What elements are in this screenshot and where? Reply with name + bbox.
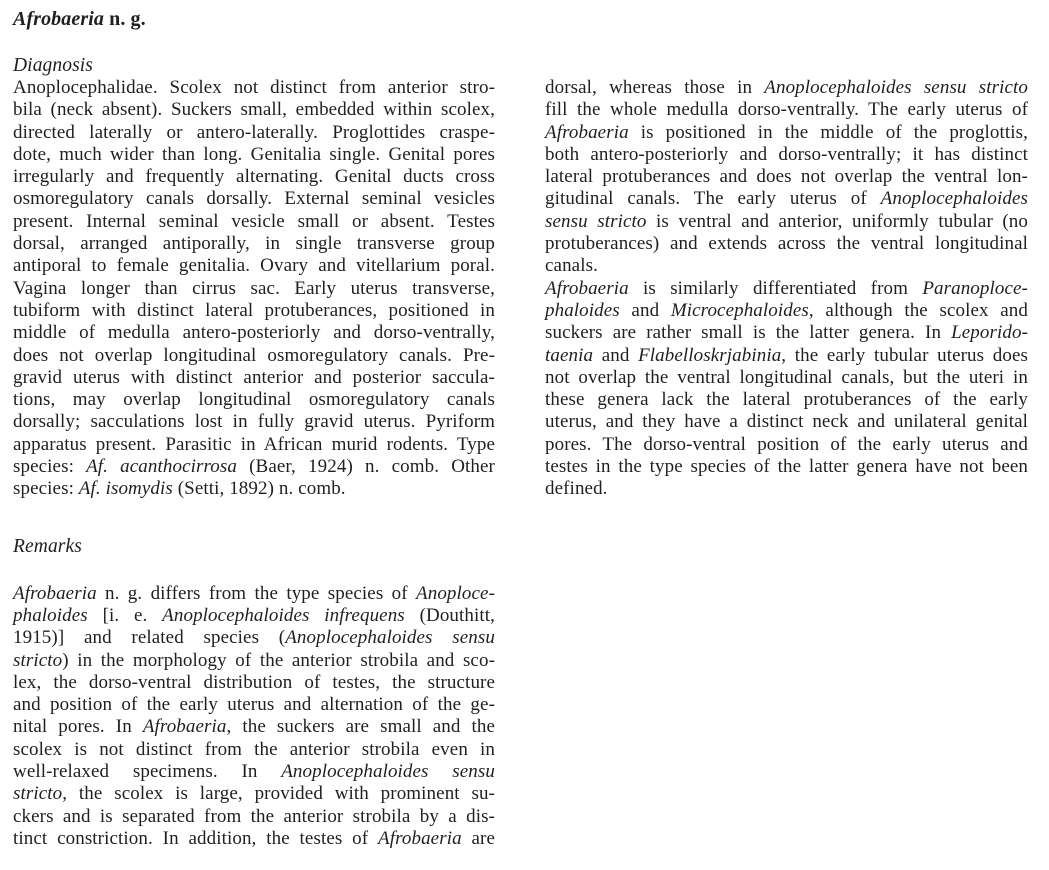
text-run: does not overlap longitudinal osmoregulatory canals. Pre- <box>13 344 495 366</box>
text-line <box>545 278 1028 300</box>
text-line <box>545 166 1028 188</box>
text-line <box>545 411 1028 433</box>
text-run: bila (neck absent). Suckers small, embedded within scolex, <box>13 99 495 121</box>
text-line <box>13 650 495 672</box>
section-heading: Remarks <box>13 535 82 557</box>
text-line <box>13 166 495 188</box>
text-line <box>13 456 495 478</box>
text-run: (Baer, 1924) n. comb. Other <box>236 456 495 478</box>
text-line <box>13 389 495 411</box>
taxon-name: Afrobaeria <box>378 827 462 849</box>
text-line <box>13 122 495 144</box>
taxon-name: Afrobaeria <box>545 121 629 143</box>
text-run: dorsal, whereas those in <box>545 77 765 98</box>
text-run: directed laterally or antero-laterally. Proglottides craspe- <box>13 121 495 143</box>
text-run: pores. The dorso-ventral position of the early uterus and <box>545 433 1028 455</box>
text-run: (Setti, 1892) n. comb. <box>172 478 346 500</box>
right-column <box>545 77 1028 501</box>
text-line <box>545 478 1028 500</box>
text-run: these genera lack the lateral protuberances of the early <box>545 389 1028 411</box>
text-line <box>545 144 1028 166</box>
paragraph <box>13 77 495 501</box>
taxon-name: taenia <box>545 344 594 366</box>
text-line <box>13 77 495 99</box>
text-run: is similarly differentiated from <box>628 277 923 299</box>
text-run: gitudinal canals. The early uterus of <box>545 188 881 210</box>
taxon-name: sensu stricto <box>545 210 647 232</box>
text-line <box>13 188 495 210</box>
taxon-name: stricto <box>13 783 63 805</box>
text-run: uterus, and they have a distinct neck and unilateral genital <box>545 411 1028 433</box>
text-run: scolex is not distinct from the anterior strobila even in <box>13 738 495 760</box>
text-run: (Douthitt, <box>404 604 495 626</box>
text-line <box>13 828 495 850</box>
taxon-name: stricto <box>13 649 63 671</box>
text-run: fill the whole medulla dorso-ventrally. The early uterus of <box>545 99 1028 121</box>
text-line <box>13 761 495 783</box>
taxon-name: phaloides <box>13 604 88 626</box>
text-run: dorsal, arranged antiporally, in single transverse group <box>13 233 495 255</box>
text-line <box>13 99 495 121</box>
taxon-name: Afrobaeria <box>142 716 227 738</box>
text-line <box>13 605 495 627</box>
text-run: well-relaxed specimens. In <box>13 761 282 783</box>
text-run: ckers and is separated from the anterior strobila by a dis- <box>13 805 495 827</box>
text-run: suckers are rather small is the latter genera. In <box>545 322 952 344</box>
text-line <box>13 434 495 456</box>
paragraph <box>13 583 495 851</box>
text-run: , the scolex is large, provided with prominent su- <box>62 783 495 805</box>
text-line <box>13 806 495 828</box>
text-run: osmoregulatory canals dorsally. External seminal vesicles <box>13 188 495 210</box>
text-line <box>545 434 1028 456</box>
text-run: dote, much wider than long. Genitalia single. Genital pores <box>13 143 495 165</box>
text-run: lex, the dorso-ventral distribution of testes, the structure <box>13 671 495 693</box>
taxon-name: Anoplocephaloides sensu <box>285 627 495 649</box>
text-run: are <box>461 827 495 849</box>
text-line <box>13 255 495 277</box>
left-column-sections <box>13 55 495 850</box>
text-line <box>545 456 1028 478</box>
section-remarks <box>13 536 495 851</box>
text-run: apparatus present. Parasitic in African murid rodents. Type <box>13 433 495 455</box>
right-column-paragraphs <box>545 77 1028 501</box>
text-line <box>545 122 1028 144</box>
paragraph <box>545 278 1028 501</box>
text-run: is ventral and anterior, uniformly tubular (no <box>646 210 1028 232</box>
text-line <box>545 255 1028 277</box>
taxon-name: Anoplocephaloides sensu <box>281 761 495 783</box>
taxon-name: Microcephaloides <box>670 299 809 321</box>
taxon-name: Afrobaeria <box>13 582 97 604</box>
text-run: canals. <box>545 255 598 277</box>
text-run: species: <box>13 456 87 478</box>
title-suffix: n. g. <box>104 8 146 30</box>
text-run: testes in the type species of the latter genera have not been <box>545 456 1028 478</box>
taxon-name: phaloides <box>545 299 620 321</box>
text-run: gravid uterus with distinct anterior and posterior saccula- <box>13 366 495 388</box>
text-run: tinct constriction. In addition, the testes of <box>13 827 378 849</box>
taxon-name: Paranoploce- <box>922 277 1028 299</box>
text-line <box>13 478 495 500</box>
text-line <box>13 583 495 605</box>
text-run: defined. <box>545 478 608 500</box>
text-run: tubiform with distinct lateral protuberances, positioned in <box>13 299 495 321</box>
text-line <box>13 345 495 367</box>
left-column <box>13 8 495 850</box>
text-run: and position of the early uterus and alternation of the ge- <box>13 694 495 716</box>
taxon-name: Flabelloskrjabinia <box>638 344 782 366</box>
section-heading: Diagnosis <box>13 55 93 76</box>
text-line <box>13 411 495 433</box>
text-run: and <box>619 299 671 321</box>
text-run: 1915)] and related species ( <box>13 627 286 649</box>
section-diagnosis <box>13 55 495 501</box>
text-run: dorsally; sacculations lost in fully gravid uterus. Pyriform <box>13 411 495 433</box>
article-title <box>13 8 495 30</box>
text-run: [i. e. <box>87 604 163 626</box>
text-line <box>13 694 495 716</box>
text-line <box>13 672 495 694</box>
text-line <box>13 278 495 300</box>
taxon-name: Af. acanthocirrosa <box>86 456 237 478</box>
text-line <box>545 77 1028 99</box>
text-run: antiporal to female genitalia. Ovary and vitellarium poral. <box>13 255 495 277</box>
taxon-name: Anoplocephaloides <box>880 188 1028 210</box>
text-line <box>545 389 1028 411</box>
text-line <box>13 322 495 344</box>
text-line <box>13 233 495 255</box>
text-line <box>545 99 1028 121</box>
text-line <box>545 322 1028 344</box>
taxon-name: Leporido- <box>951 322 1028 344</box>
text-run: lateral protuberances and does not overlap the ventral lon- <box>545 166 1028 188</box>
text-run: present. Internal seminal vesicle small or absent. Testes <box>13 210 495 232</box>
text-run: is positioned in the middle of the proglottis, <box>628 121 1028 143</box>
text-run: not overlap the ventral longitudinal canals, but the uteri in <box>545 366 1028 388</box>
text-line <box>545 211 1028 233</box>
text-run: protuberances) and extends across the ventral longitudinal <box>545 233 1028 255</box>
text-line <box>545 345 1028 367</box>
text-line <box>545 300 1028 322</box>
text-run: , although the scolex and <box>808 299 1028 321</box>
text-run: middle of medulla antero-posteriorly and dorso-ventrally, <box>13 322 495 344</box>
taxon-name: Af. isomydis <box>78 478 173 500</box>
text-line <box>13 367 495 389</box>
text-run: ) in the morphology of the anterior strobila and sco- <box>62 649 495 671</box>
text-line <box>13 211 495 233</box>
text-line <box>13 627 495 649</box>
text-run: , the early tubular uterus does <box>781 344 1028 366</box>
taxon-name: Anoploce- <box>416 582 495 604</box>
text-run: n. g. differs from the type species of <box>96 582 417 604</box>
text-run: Anoplocephalidae. Scolex not distinct from anterior stro- <box>13 77 495 98</box>
text-line <box>13 300 495 322</box>
text-line <box>13 739 495 761</box>
text-line <box>545 188 1028 210</box>
taxon-name: Afrobaeria <box>545 277 629 299</box>
text-line <box>13 783 495 805</box>
text-run: nital pores. In <box>13 716 143 738</box>
text-run: Vagina longer than cirrus sac. Early uterus transverse, <box>13 277 495 299</box>
text-line <box>545 233 1028 255</box>
text-line <box>13 716 495 738</box>
genus-name: Afrobaeria <box>13 8 104 30</box>
taxon-name: Anoplocephaloides sensu stricto <box>764 77 1029 98</box>
text-run: irregularly and frequently alternating. Genital ducts cross <box>13 166 495 188</box>
paragraph <box>545 77 1028 278</box>
taxon-name: Anoplocephaloides infrequens <box>162 604 405 626</box>
text-run: , the suckers are small and the <box>226 716 495 738</box>
text-run: species: <box>13 478 79 500</box>
text-run: both antero-posteriorly and dorso-ventrally; it has distinct <box>545 143 1028 165</box>
text-line <box>545 367 1028 389</box>
text-run: tions, may overlap longitudinal osmoregulatory canals <box>13 389 495 411</box>
text-run: and <box>593 344 639 366</box>
text-line <box>13 144 495 166</box>
